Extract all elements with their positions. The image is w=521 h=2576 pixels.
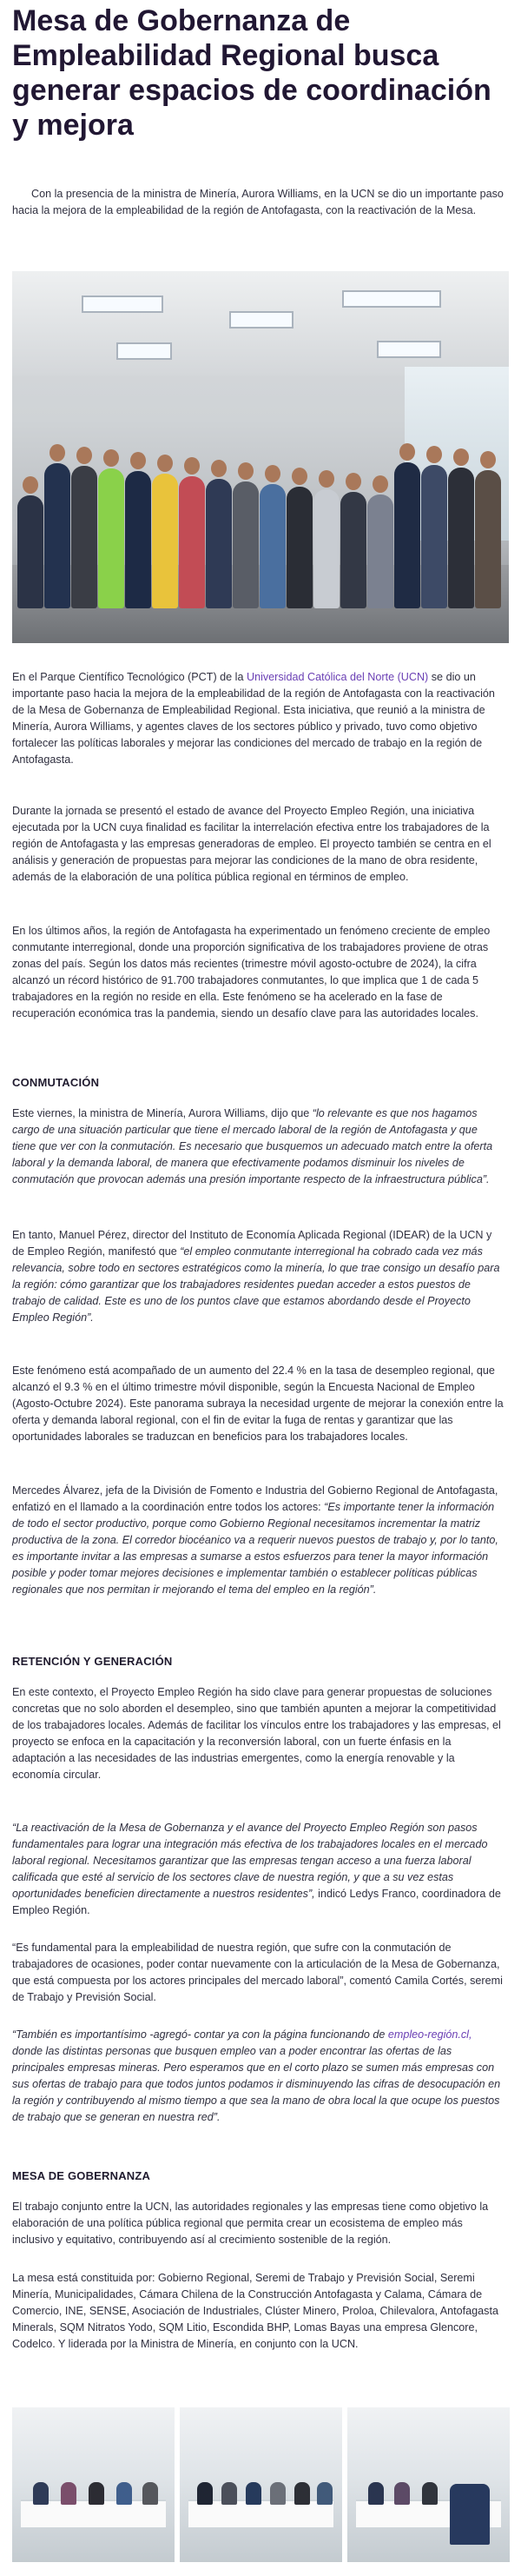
photo-person [17, 495, 43, 608]
ceiling-lamp [377, 341, 441, 358]
ceiling-lamp [82, 295, 163, 313]
quote-intro: Mercedes Álvarez, jefa de la División de Fomento e Industria del Gobierno Regional de Antofagasta, enfatizó en el llamado a la coordinación entre todos los actores: [12, 1484, 498, 1513]
photo-person-head [49, 444, 65, 461]
article-lead: Con la presencia de la ministra de Minería, Aurora Williams, en la UCN se dio un importante paso hacia la mejora de la empleabilidad de la región de Antofagasta, con la reactivación de la Mesa. [12, 188, 504, 216]
meeting-attendee [450, 2484, 490, 2545]
photo-person [448, 468, 474, 608]
photo-person [421, 465, 447, 608]
photo-person [179, 476, 205, 608]
photo-person-head [480, 451, 496, 468]
quote-attribution: indicó Ledys Franco, coordinadora de Empleo Región. [12, 1888, 501, 1916]
meeting-attendee [294, 2482, 310, 2505]
paragraph-website-quote [12, 2027, 504, 2126]
meeting-photo-3[interactable] [347, 2407, 510, 2562]
meeting-attendee [368, 2482, 384, 2505]
website-quote-end: donde las distintas personas que busquen empleo van a poder encontrar las ofertas de las principales empresas mineras. Pero esperamos que en el corto plazo se sumen más empresas con sus ofertas de trabajo para que todos juntos podamos ir disminuyendo las cifras de desocupación en la región y contribuyendo al mismo tiempo a que sea la mano de obra local la que ocupe los puestos de trabajo que se generan en nuestra red”. [12, 2045, 501, 2123]
quote-intro: Este viernes, la ministra de Minería, Aurora Williams, dijo que [12, 1107, 313, 1119]
meeting-attendee [317, 2482, 333, 2505]
meeting-attendee [246, 2482, 261, 2505]
meeting-attendee [142, 2482, 158, 2505]
photo-person [260, 484, 286, 608]
empleo-region-link[interactable]: empleo-región.cl, [387, 2028, 472, 2041]
photo-person-head [211, 460, 227, 477]
photo-person [152, 474, 178, 608]
photo-person-head [399, 443, 415, 461]
meeting-attendee [422, 2482, 438, 2505]
photo-person [313, 489, 340, 608]
photo-person-head [265, 465, 280, 482]
photo-person-head [319, 470, 334, 488]
photo-person [287, 487, 313, 608]
quote-intro: En tanto, Manuel Pérez, director del Instituto de Economía Aplicada Regional (IDEAR) de la UCN y de Empleo Región, manifestó que [12, 1229, 492, 1258]
paragraph-project: Durante la jornada se presentó el estado de avance del Proyecto Empleo Región, una iniciativa ejecutada por la UCN cuya finalidad es facilitar la interrelación efectiva entre los trabajadores de la región de Antofagasta y las empresas generadoras de empleo. El proyecto también se centra en el análisis y generación de propuestas para mejorar las condiciones de la mano de obra residente, además de la elaboración de una política pública regional en términos de empleo. [12, 805, 491, 883]
photo-person [98, 468, 124, 608]
photo-person-head [130, 452, 146, 469]
photo-person-head [426, 446, 442, 463]
photo-person [367, 495, 393, 608]
paragraph-governance: El trabajo conjunto entre la UCN, las autoridades regionales y las empresas tiene como objetivo la elaboración de una política pública regional que permita crear un ecosistema de empleo más inclusivo y equitativo, contribuyendo así al crecimiento sostenible de la región. [12, 2201, 489, 2246]
meeting-photo-2[interactable] [180, 2407, 342, 2562]
paragraph-intro-text: En el Parque Científico Tecnológico (PCT) de la [12, 671, 247, 683]
photo-person-head [373, 475, 388, 493]
paragraph-members: La mesa está constituida por: Gobierno Regional, Seremi de Trabajo y Previsión Social, Seremi Minería, Municipalidades, Cámara Chilena de la Construcción Antofagasta y Calama, Cámara de Comercio, INE, SENSE, Asociación de Industriales, Clúster Minero, Proloa, Chilevalora, Antofagasta Minerals, SQM Nitratos Yodo, SQM Litio, Escondida BHP, Lomas Bayas una empresa Glencore, Codelco. Y liderada por la Ministra de Minería, en conjunto con la UCN. [12, 2272, 498, 2350]
website-quote-start: “También es importantísimo -agregó- contar ya con la página funcionando de [12, 2028, 388, 2041]
ceiling-lamp [116, 342, 172, 360]
photo-person [125, 471, 151, 608]
meeting-attendee [116, 2482, 132, 2505]
paragraph-coordinator-quote [12, 1820, 504, 1919]
section-heading-mesa: MESA DE GOBERNANZA [12, 2169, 151, 2182]
meeting-attendee [394, 2482, 410, 2505]
ucn-link[interactable]: Universidad Católica del Norte (UCN) [246, 671, 429, 683]
paragraph-commuting: En los últimos años, la región de Antofagasta ha experimentado un fenómeno creciente de empleo conmutante interregional, donde una proporción significativa de los trabajadores proviene de otras zonas del país. Según los datos más recientes (trimestre móvil agosto-octubre de 2024), la cifra alcanzó un récord histórico de 91.700 trabajadores conmutantes, lo que implica que 1 de cada 5 trabajadores en la región no reside en ella. Este fenómeno se ha acelerado en la fase de recuperación económica tras la pandemia, siendo un desafío clave para las autoridades locales. [12, 925, 491, 1019]
photo-person-head [346, 473, 361, 490]
photo-person [233, 481, 259, 608]
director-quote: “el empleo conmutante interregional ha cobrado cada vez más relevancia, sobre todo en sectores estratégicos como la minería, lo que trae consigo un desafío para la región: cómo garantizar que los trabajadores residentes puedan acceder a estos puestos de trabajo de calidad. Este es uno de los puntos clave que estamos abordando desde el Proyecto Empleo Región”. [12, 1245, 500, 1324]
meeting-attendee [221, 2482, 237, 2505]
paragraph-director-quote [12, 1227, 504, 1326]
ceiling-lamp [229, 311, 293, 329]
paragraph-intro [12, 669, 504, 768]
paragraph-retention: En este contexto, el Proyecto Empleo Región ha sido clave para generar propuestas de soluciones concretas que no solo aborden el desempleo, sino que también apunten a mejorar la competitividad de los trabajadores locales. Además de facilitar los vínculos entre los trabajadores y las empresas, el proyecto se enfoca en la capacitación y la reconversión laboral, con un fuerte énfasis en la adaptación a las necesidades de las industrias emergentes, como la energía renovable y la economía circular. [12, 1686, 501, 1781]
photo-person [394, 462, 420, 608]
photo-person-head [76, 447, 92, 464]
meeting-attendee [61, 2482, 76, 2505]
photo-person [340, 492, 366, 608]
regional-government-quote: “Es importante tener la información de todo el sector productivo, porque como Gobierno Regional necesitamos incrementar la matriz productiva de la zona. El corredor biocéanico va a requerir nuevos puestos de trabajo y, por lo tanto, es importante invitar a las empresas a sumarse a estos esfuerzos para tener la mayor información posible y poder tomar mejores decisiones e implementar también o establecer políticas públicas regionales que nos permitan ir mejorando el tema del empleo en la región”. [12, 1501, 498, 1596]
photo-person-head [292, 468, 307, 485]
photo-person [44, 463, 70, 608]
photo-person-head [23, 476, 38, 494]
photo-person-head [238, 462, 254, 480]
coordinator-quote: “La reactivación de la Mesa de Gobernanza y el avance del Proyecto Empleo Región son pasos fundamentales para lograr una integración más efectiva de los trabajadores locales en el mercado laboral regional. Necesitamos garantizar que las empresas tengan acceso a una fuerza laboral calificada que esté al servicio de los sectores clave de nuestra región, y que a su vez estas oportunidades beneficien directamente a nuestros residentes”, [12, 1822, 488, 1900]
group-photo [12, 271, 509, 643]
ceiling-lamp [342, 290, 441, 308]
photo-person [475, 470, 501, 608]
section-heading-conmutacion: CONMUTACIÓN [12, 1076, 100, 1089]
photo-person-head [103, 449, 119, 467]
meeting-attendee [197, 2482, 213, 2505]
meeting-attendee [33, 2482, 49, 2505]
photo-person [206, 479, 232, 608]
paragraph-minister-quote [12, 1105, 504, 1188]
paragraph-seremi-quote: “Es fundamental para la empleabilidad de nuestra región, que sufre con la conmutación de trabajadores de ocasiones, poder contar nuevamente con la articulación de la Mesa de Gobernanza, que está compuesta por los actores principales del mercado laboral”, comentó Camila Cortés, seremi de Trabajo y Previsión Social. [12, 1942, 503, 2003]
photo-person-head [453, 448, 469, 466]
meeting-photo-1[interactable] [12, 2407, 175, 2562]
paragraph-intro-text: se dio un importante paso hacia la mejora de la empleabilidad de la región de Antofagasta con la reactivación de la Mesa de Gobernanza de Empleabilidad Regional. Esta iniciativa, que reunió a la ministra de Minería, Aurora Williams, y agentes claves de los sectores público y privado, tuvo como objetivo fortalecer las políticas laborales y mejorar las condiciones del mercado de trabajo en la región de Antofagasta. [12, 671, 495, 766]
paragraph-regional-government [12, 1483, 504, 1598]
section-heading-retencion: RETENCIÓN Y GENERACIÓN [12, 1655, 173, 1668]
article-title: Mesa de Gobernanza de Empleabilidad Regional busca generar espacios de coordinación y mejora [12, 4, 491, 142]
meeting-attendee [270, 2482, 286, 2505]
meeting-attendee [89, 2482, 104, 2505]
photo-person-head [157, 455, 173, 472]
paragraph-unemployment: Este fenómeno está acompañado de un aumento del 22.4 % en la tasa de desempleo regional, que alcanzó el 9.3 % en el último trimestre móvil disponible, según la Encuesta Nacional de Empleo (Agosto-Octubre 2024). Este panorama subraya la necesidad urgente de mejorar la conexión entre la oferta y demanda laboral regional, con el fin de evitar la fuga de rentas y garantizar que las oportunidades laborales se traduzcan en beneficios para los trabajadores locales. [12, 1364, 504, 1443]
photo-person [71, 466, 97, 608]
photo-person-head [184, 457, 200, 475]
minister-quote: “lo relevante es que nos hagamos cargo de una situación particular que tiene el mercado laboral de la región de Antofagasta y que tiene que ver con la conmutación. Es necesario que busquemos un adecuado match entre la oferta laboral y la demanda laboral, de manera que efectivamente podamos disminuir los niveles de conmutación que provocan además una presión importante respecto de la infraestructura pública”. [12, 1107, 493, 1185]
